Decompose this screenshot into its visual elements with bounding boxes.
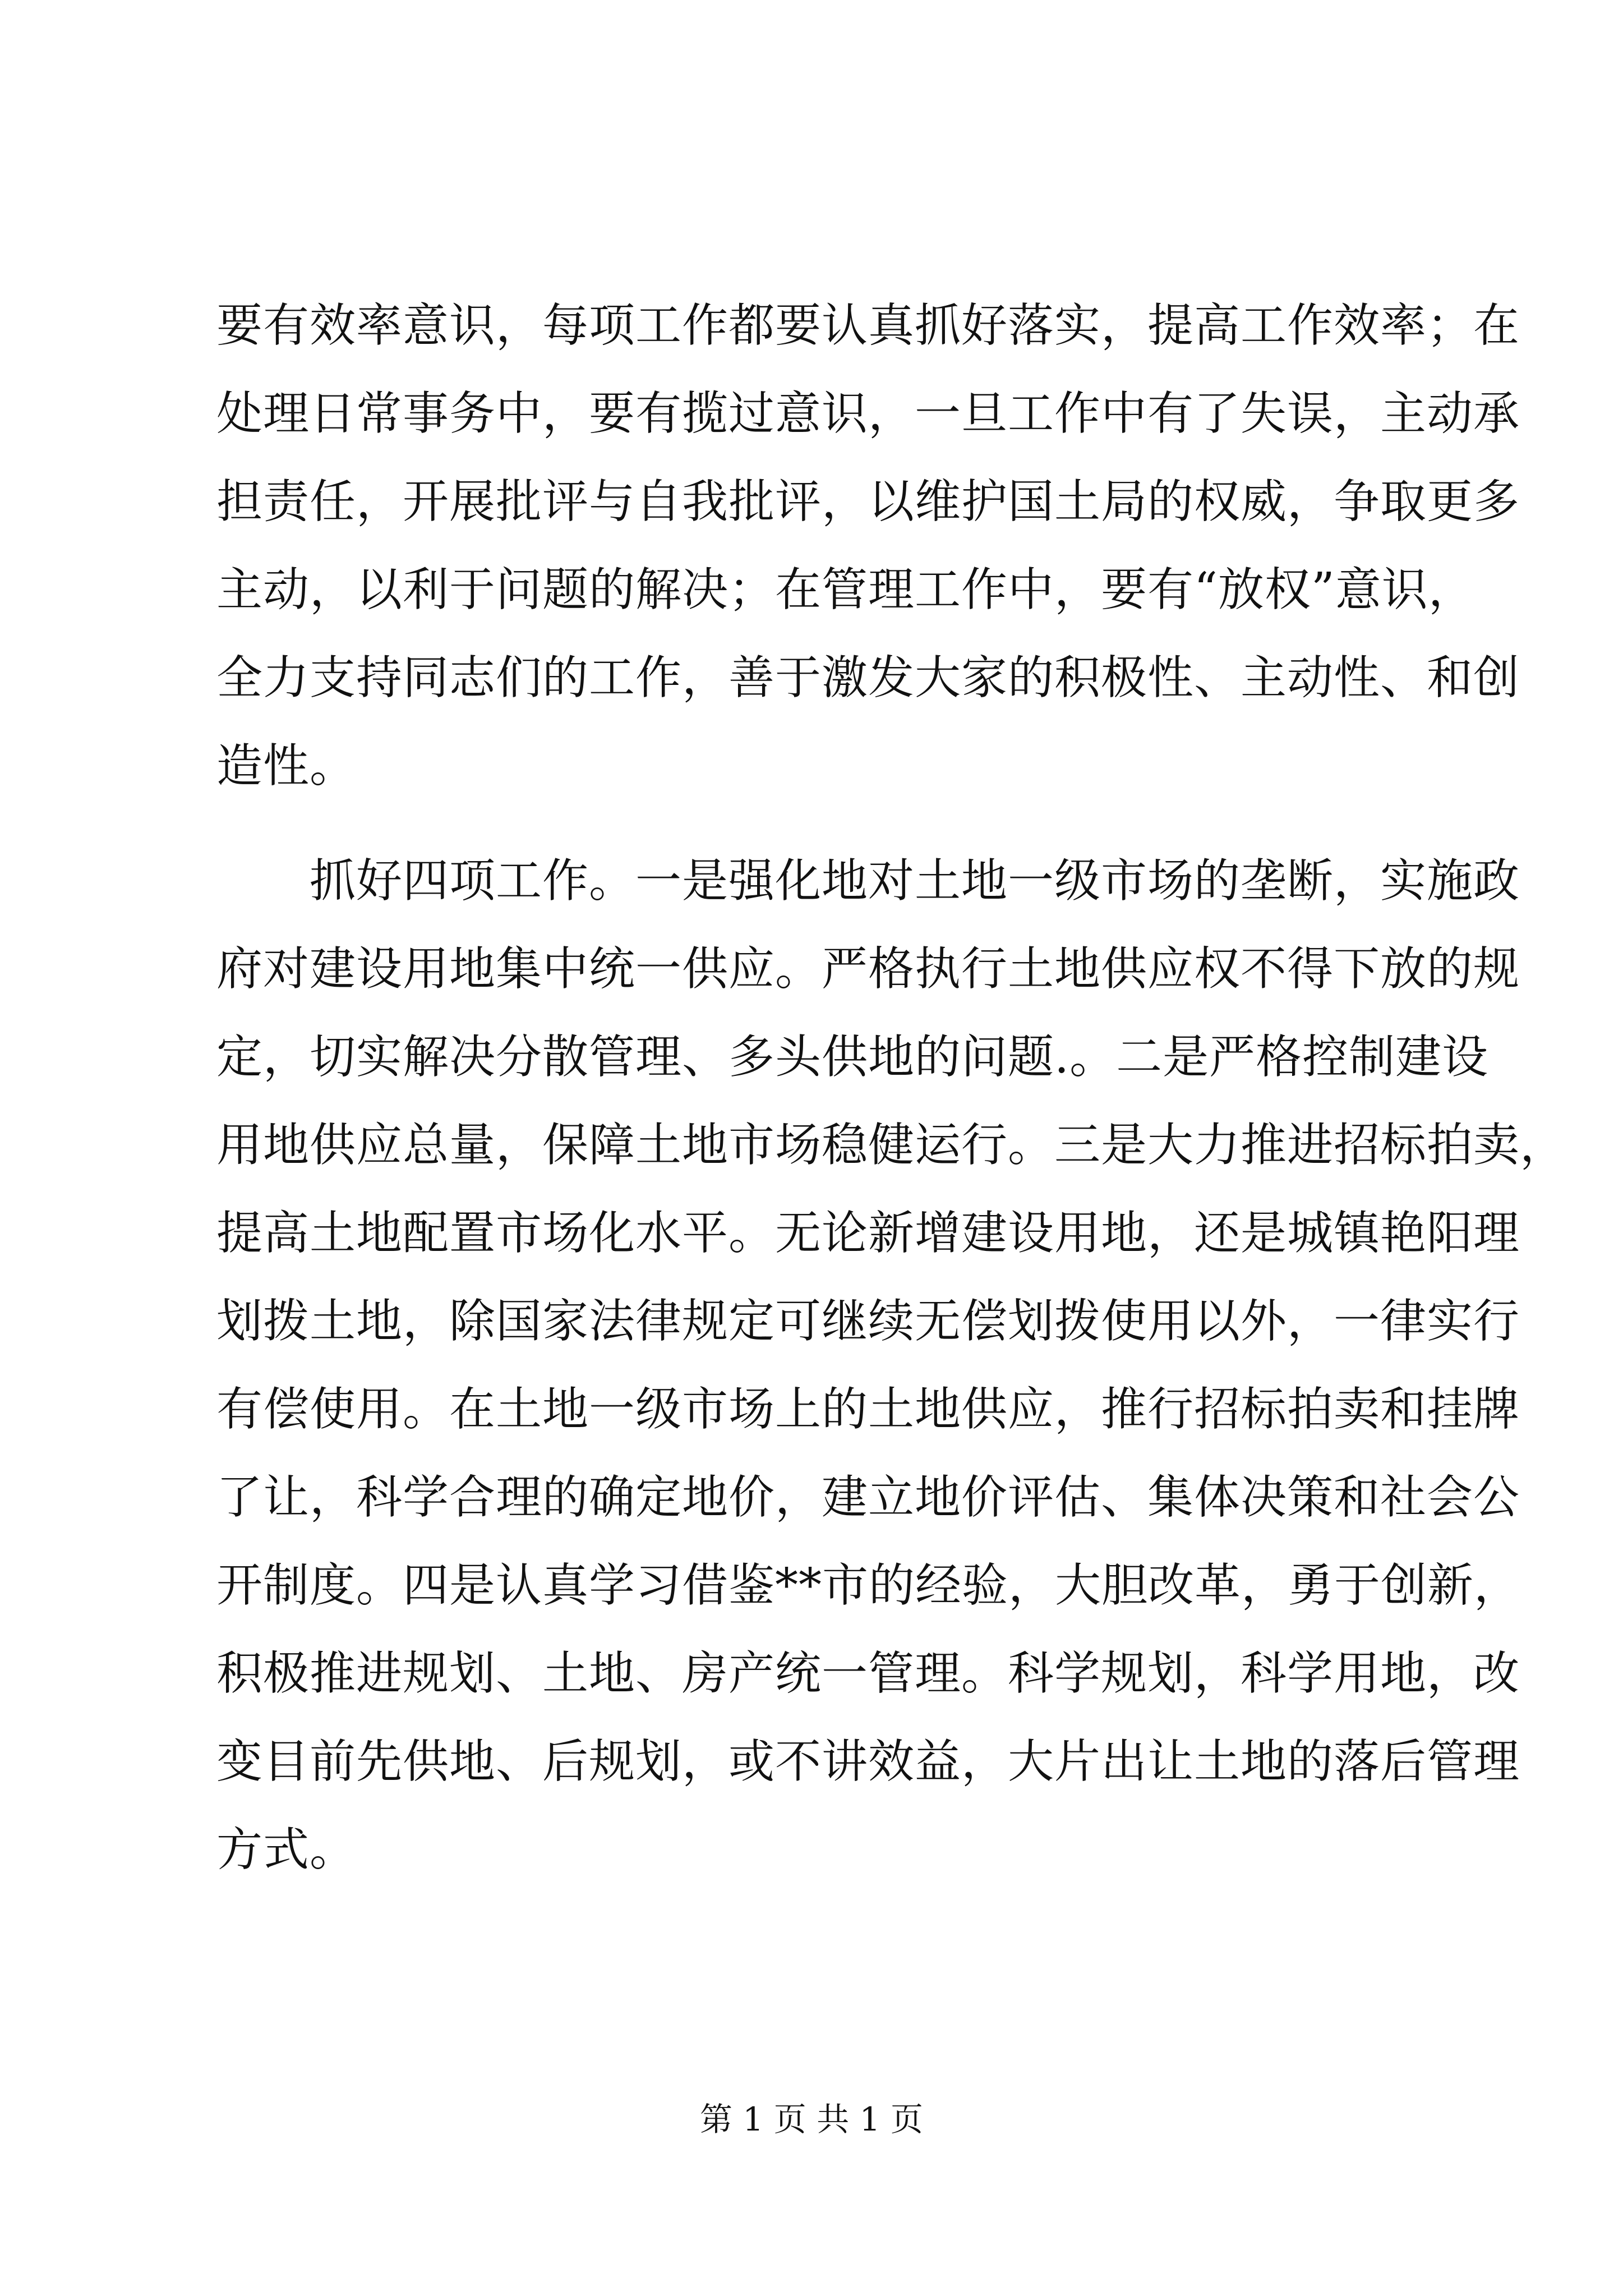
text-line: 提高土地配置市场化水平。无论新增建设用地，还是城镇艳阳理	[216, 1207, 1520, 1260]
text-line: 府对建设用地集中统一供应。严格执行土地供应权不得下放的规	[216, 942, 1520, 996]
text-line: 积极推进规划、土地、房产统一管理。科学规划，科学用地，改	[216, 1647, 1520, 1700]
text-line: 全力支持同志们的工作，善于激发大家的积极性、主动性、和创	[216, 651, 1520, 705]
text-line: 划拨土地，除国家法律规定可继续无偿划拨使用以外，一律实行	[216, 1295, 1520, 1348]
text-line: 有偿使用。在土地一级市场上的土地供应，推行招标拍卖和挂牌	[216, 1383, 1520, 1436]
text-line: 主动，以利于问题的解决；在管理工作中，要有“放权”意识，	[216, 563, 1475, 616]
text-line: 处理日常事务中，要有揽过意识，一旦工作中有了失误，主动承	[216, 387, 1520, 440]
page-footer: 第 1 页 共 1 页	[700, 2100, 923, 2138]
text-line: 开制度。四是认真学习借鉴**市的经验，大胆改革，勇于创新，	[216, 1559, 1521, 1612]
text-line: 了让，科学合理的确定地价，建立地价评估、集体决策和社会公	[216, 1471, 1520, 1524]
text-line: 抓好四项工作。一是强化地对土地一级市场的垄断，实施政	[216, 854, 1520, 908]
text-line: 用地供应总量，保障土地市场稳健运行。三是大力推进招标拍卖，	[216, 1119, 1567, 1172]
text-line: 定，切实解决分散管理、多头供地的问题.。二是严格控制建设	[216, 1030, 1489, 1084]
text-line: 担责任，开展批评与自我批评，以维护国土局的权威，争取更多	[216, 475, 1520, 528]
text-line: 方式。	[216, 1823, 357, 1876]
text-line: 变目前先供地、后规划，或不讲效益，大片出让土地的落后管理	[216, 1735, 1520, 1788]
text-line: 要有效率意识，每项工作都要认真抓好落实，提高工作效率；在	[216, 299, 1520, 352]
paragraph-1	[216, 282, 1520, 810]
body-text	[216, 282, 1567, 1894]
paragraph-2	[216, 837, 1567, 1894]
text-line: 造性。	[216, 739, 357, 793]
